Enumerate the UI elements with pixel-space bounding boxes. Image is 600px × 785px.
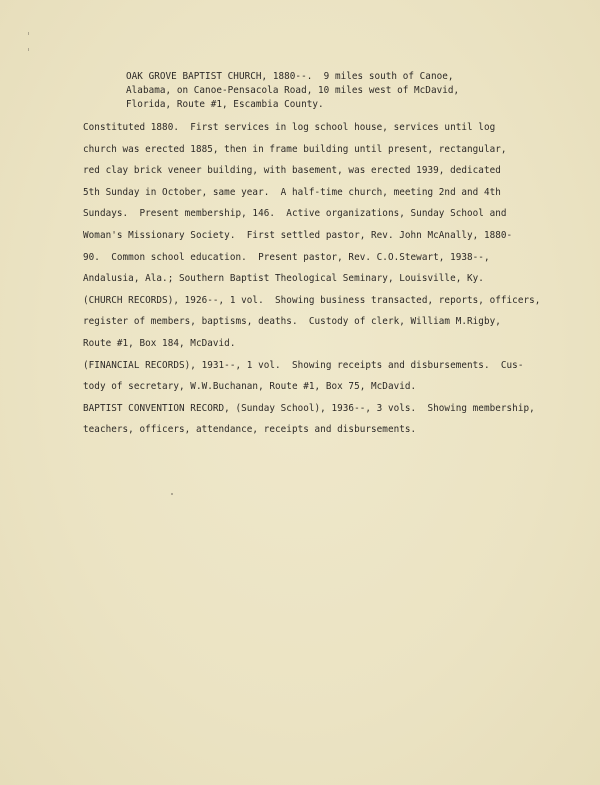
- body-line: Constituted 1880. First services in log school house, services until log: [83, 122, 496, 133]
- body-line: Andalusia, Ala.; Southern Baptist Theological Seminary, Louisville, Ky.: [83, 273, 484, 285]
- bleed-through-text: [290, 474, 396, 483]
- body-line: Sundays. Present membership, 146. Active organizations, Sunday School and: [83, 208, 507, 220]
- records-entry-line: (CHURCH RECORDS), 1926--, 1 vol. Showing business transacted, reports, officers,: [83, 294, 541, 306]
- records-entry-line: BAPTIST CONVENTION RECORD, (Sunday School), 1936--, 3 vols. Showing membership,: [83, 402, 535, 414]
- header-line: Florida, Route #1, Escambia County.: [126, 99, 324, 110]
- entry-header: [126, 70, 546, 112]
- records-entry-line: register of members, baptisms, deaths. Custody of clerk, William M.Rigby,: [83, 316, 501, 328]
- body-line: red clay brick veneer building, with basement, was erected 1939, dedicated: [83, 165, 501, 177]
- records-entry-line: teachers, officers, attendance, receipts and disbursements.: [83, 424, 417, 436]
- margin-mark: [28, 32, 29, 35]
- header-line: OAK GROVE BAPTIST CHURCH, 1880--. 9 miles south of Canoe,: [126, 71, 454, 82]
- margin-mark: [28, 48, 29, 51]
- body-line: 5th Sunday in October, same year. A half-time church, meeting 2nd and 4th: [83, 186, 501, 198]
- entry-body: [83, 117, 573, 441]
- stray-dot: [171, 493, 173, 495]
- body-line: 90. Common school education. Present pastor, Rev. C.O.Stewart, 1938--,: [83, 251, 490, 263]
- body-line: church was erected 1885, then in frame building until present, rectangular,: [83, 143, 507, 155]
- header-line: Alabama, on Canoe-Pensacola Road, 10 miles west of McDavid,: [126, 85, 460, 96]
- records-entry-line: tody of secretary, W.W.Buchanan, Route #1, Box 75, McDavid.: [83, 381, 417, 393]
- records-entry-line: Route #1, Box 184, McDavid.: [83, 337, 236, 349]
- body-line: Woman's Missionary Society. First settled pastor, Rev. John McAnally, 1880-: [83, 229, 513, 241]
- records-entry-line: (FINANCIAL RECORDS), 1931--, 1 vol. Showing receipts and disbursements. Cus-: [83, 359, 524, 371]
